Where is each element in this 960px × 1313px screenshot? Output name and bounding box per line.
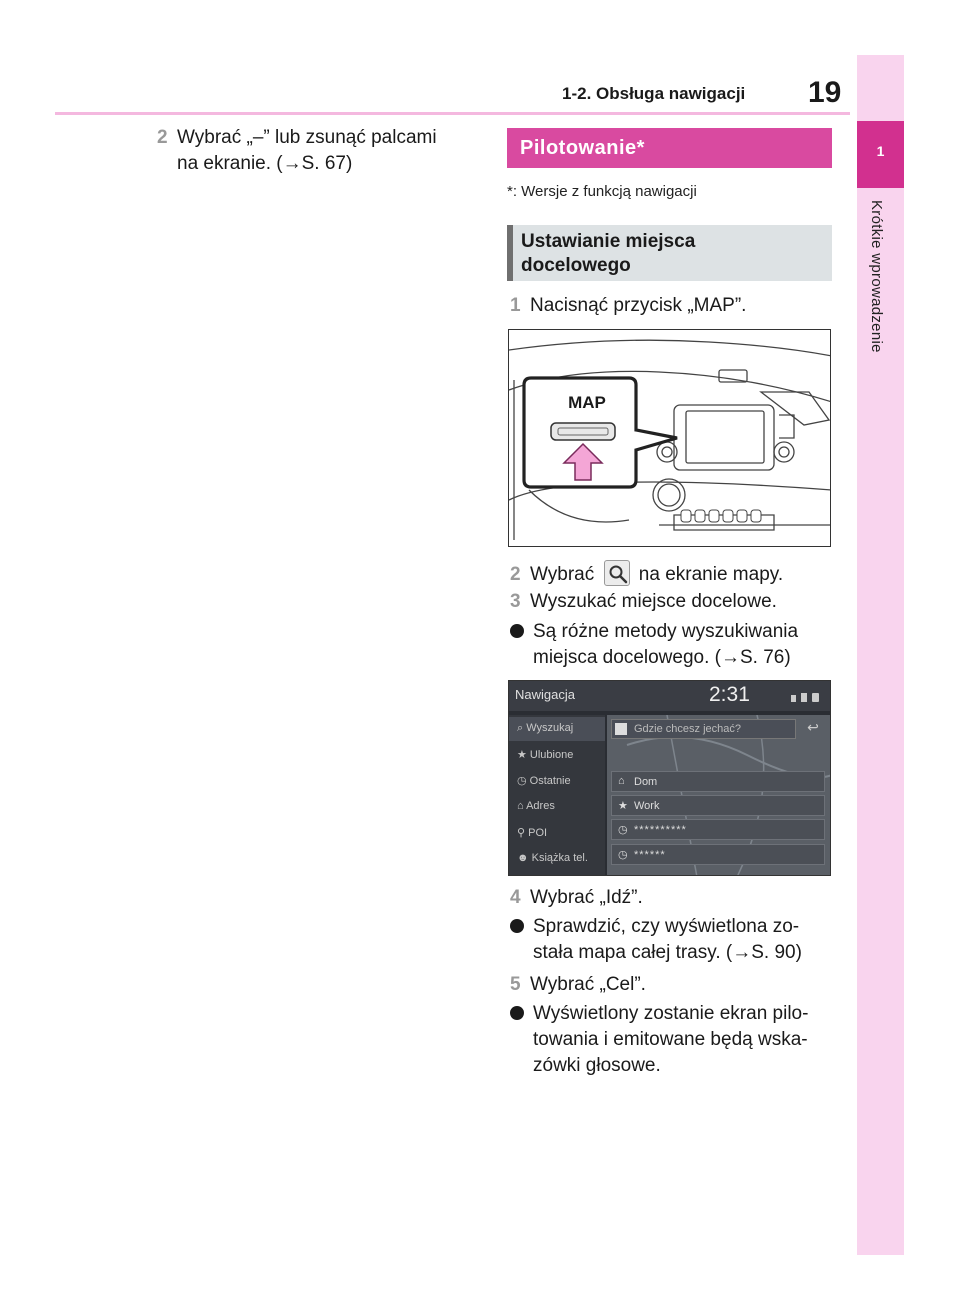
subsection-accent (507, 225, 513, 281)
subsection-heading (521, 230, 821, 278)
step-number: 2 (510, 564, 521, 585)
bullet-text-cont-2: zówki głosowe. (533, 1055, 661, 1076)
status-icons (789, 690, 821, 701)
header-rule (55, 112, 850, 115)
section-heading: Pilotowanie* (520, 137, 645, 159)
step-text: Wybrać „–” lub zsunąć palcami (177, 127, 437, 148)
keyboard-icon (615, 723, 627, 735)
left-step-2 (157, 125, 477, 177)
right-step-2 (510, 560, 840, 588)
side-tab-label: Krótkie wprowadzenie (868, 200, 885, 353)
star-icon: ★ (618, 800, 628, 812)
step-number: 3 (510, 591, 521, 612)
right-step-1 (510, 293, 840, 319)
step-text: Wybrać (530, 564, 595, 585)
step-text: Wybrać „Cel”. (530, 974, 646, 995)
nav-menu-item-favorites[interactable]: ★ Ulubione (517, 749, 574, 761)
nav-result-work[interactable]: ★ Work (611, 795, 825, 816)
step-number: 5 (510, 974, 521, 995)
clock-icon: ◷ (618, 824, 628, 836)
bullet-dot (510, 919, 524, 933)
subsection-line-2: docelowego (521, 255, 631, 276)
dashboard-illustration (508, 329, 831, 547)
clock-icon: ◷ (618, 849, 628, 861)
step-text: Wyszukać miejsce docelowe. (530, 591, 777, 612)
step-text-cont: na ekranie. (→S. 67) (177, 153, 353, 174)
nav-search-placeholder: Gdzie chcesz jechać? (634, 723, 741, 735)
step-text: Wybrać „Idź”. (530, 887, 643, 908)
bullet-dot (510, 624, 524, 638)
section-title: 1-2. Obsługa nawigacji (562, 84, 746, 103)
nav-title: Nawigacja (515, 687, 575, 702)
nav-menu-item-phonebook[interactable]: ☻ Książka tel. (517, 852, 588, 864)
nav-menu-item-address[interactable]: ⌂ Adres (517, 800, 555, 812)
right-bullet-1 (510, 619, 840, 671)
right-bullet-3 (510, 1001, 840, 1079)
bullet-text: Są różne metody wyszukiwania (533, 621, 799, 642)
back-icon[interactable]: ↩ (807, 719, 819, 735)
nav-search-input[interactable] (611, 719, 796, 739)
step-number: 2 (157, 127, 168, 148)
nav-menu-item-poi[interactable]: ⚲ POI (517, 827, 548, 839)
bullet-text: Sprawdzić, czy wyświetlona zo- (533, 916, 800, 937)
step-text-after: na ekranie mapy. (638, 564, 784, 585)
nav-time: 2:31 (709, 683, 750, 706)
map-button-label: MAP (568, 393, 606, 412)
bullet-text-cont: miejsca docelowego. (→S. 76) (533, 647, 791, 668)
step-number: 4 (510, 887, 521, 908)
bullet-text-cont: towania i emitowane będą wska- (533, 1029, 808, 1050)
side-tab-number: 1 (876, 143, 885, 159)
step-number: 1 (510, 295, 521, 316)
right-step-3 (510, 589, 840, 615)
nav-result-home[interactable]: ⌂ Dom (611, 771, 825, 792)
right-step-5 (510, 972, 840, 998)
nav-result-recent-2[interactable]: ◷ ****** (611, 844, 825, 865)
nav-result-recent-1[interactable]: ◷ ********** (611, 819, 825, 840)
home-icon: ⌂ (618, 775, 625, 787)
nav-menu-item-recent[interactable]: ◷ Ostatnie (517, 775, 571, 787)
step-text: Nacisnąć przycisk „MAP”. (530, 295, 747, 316)
subsection-line-1: Ustawianie miejsca (521, 231, 696, 252)
page-number: 19 (808, 76, 842, 109)
search-icon (604, 560, 630, 586)
nav-menu-item-search[interactable]: ⌕ Wyszukaj (517, 722, 574, 734)
bullet-text: Wyświetlony zostanie ekran pilo- (533, 1003, 809, 1024)
dashboard-drawing (509, 330, 831, 547)
bullet-dot (510, 1006, 524, 1020)
bullet-text-cont: stała mapa całej trasy. (→S. 90) (533, 942, 802, 963)
right-bullet-2 (510, 914, 840, 966)
navigation-screen (508, 680, 831, 876)
nav-menu (509, 715, 605, 876)
footnote: *: Wersje z funkcją nawigacji (507, 183, 697, 200)
right-step-4 (510, 885, 840, 911)
